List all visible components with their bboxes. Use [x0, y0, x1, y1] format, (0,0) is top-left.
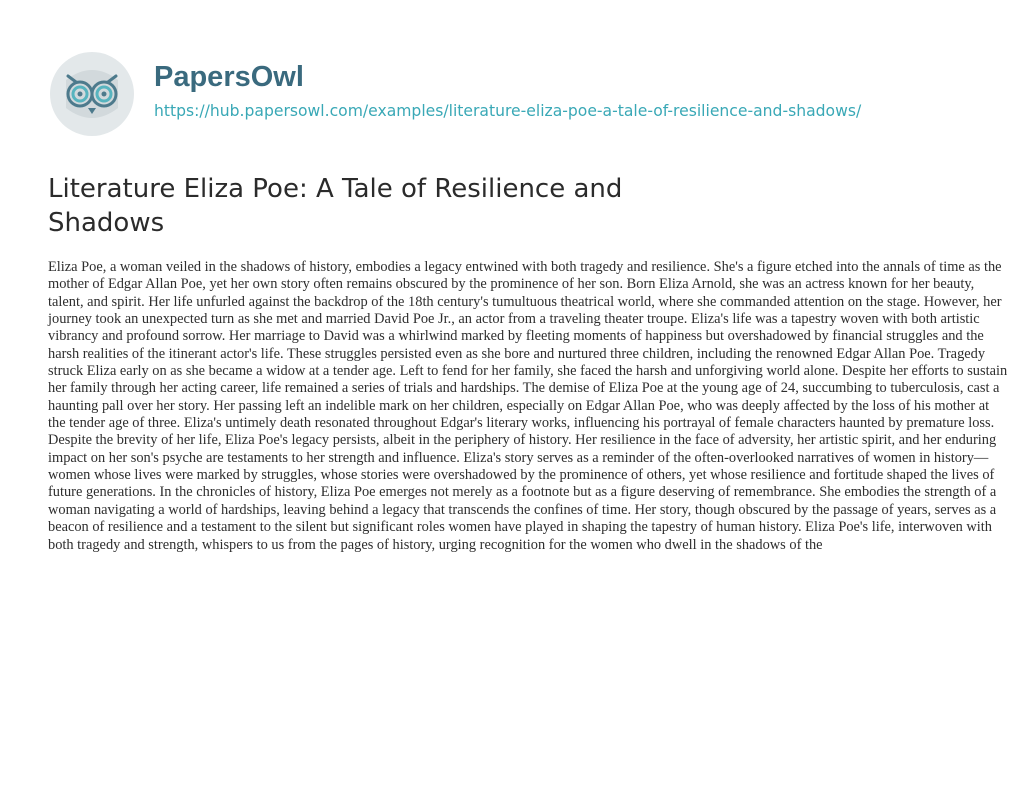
- owl-logo-icon[interactable]: [48, 50, 136, 138]
- brand-block: [154, 61, 862, 122]
- brand-name[interactable]: PapersOwl: [154, 61, 304, 93]
- article-body: Eliza Poe, a woman veiled in the shadows of history, embodies a legacy entwined with both tragedy and resilience. She's a figure etched into the annals of time as the mother of Edgar Allan Poe, yet her own story often remains obscured by the prominence of her son. Born Eliza Arnold, she was an actress known for her beauty, talent, and spirit. Her life unfurled against the backdrop of the 18th century's tumultuous theatrical world, where she commanded attention on the stage. However, her journey took an unexpected turn as she met and married David Poe Jr., an actor from a traveling theater troupe. Eliza's life was a tapestry woven with both artistic vibrancy and profound sorrow. Her marriage to David was a whirlwind marked by fleeting moments of happiness but overshadowed by financial struggles and the harsh realities of the itinerant actor's life. These struggles persisted even as she bore and nurtured three children, including the renowned Edgar Allan Poe. Tragedy struck Eliza early on as she became a widow at a tender age. Left to fend for her family, she faced the harsh and unforgiving world alone. Despite her efforts to sustain her family through her acting career, life remained a series of trials and hardships. The demise of Eliza Poe at the young age of 24, succumbing to tuberculosis, cast a haunting pall over her story. Her passing left an indelible mark on her children, especially on Edgar Allan Poe, who was deeply affected by the loss of his mother at the tender age of three. Eliza's untimely death resonated throughout Edgar's literary works, influencing his portrayal of female characters haunted by premature loss. Despite the brevity of her life, Eliza Poe's legacy persists, albeit in the periphery of history. Her resilience in the face of adversity, her artistic spirit, and her enduring impact on her son's psyche are testaments to her strength and influence. Eliza's story serves as a reminder of the often-overlooked narratives of women in history—women whose lives were marked by struggles, whose stories were overshadowed by the prominence of others, yet whose resilience and fortitude shaped the lives of future generations. In the chronicles of history, Eliza Poe emerges not merely as a footnote but as a figure deserving of remembrance. She embodies the strength of a woman navigating a world of hardships, leaving behind a legacy that transcends the confines of time. Her story, though obscured by the passage of years, serves as a beacon of resilience and a testament to the silent but significant roles women have played in shaping the tapestry of human history. Eliza Poe's life, interwoven with both tragedy and strength, whispers to us from the pages of history, urging recognition for the women who dwell in the shadows of the: [48, 259, 1008, 553]
- site-header: [48, 50, 861, 138]
- article-title: Literature Eliza Poe: A Tale of Resilience and Shadows: [48, 174, 623, 238]
- source-url-link[interactable]: https://hub.papersowl.com/examples/literature-eliza-poe-a-tale-of-resilience-and-shadows/: [154, 102, 862, 120]
